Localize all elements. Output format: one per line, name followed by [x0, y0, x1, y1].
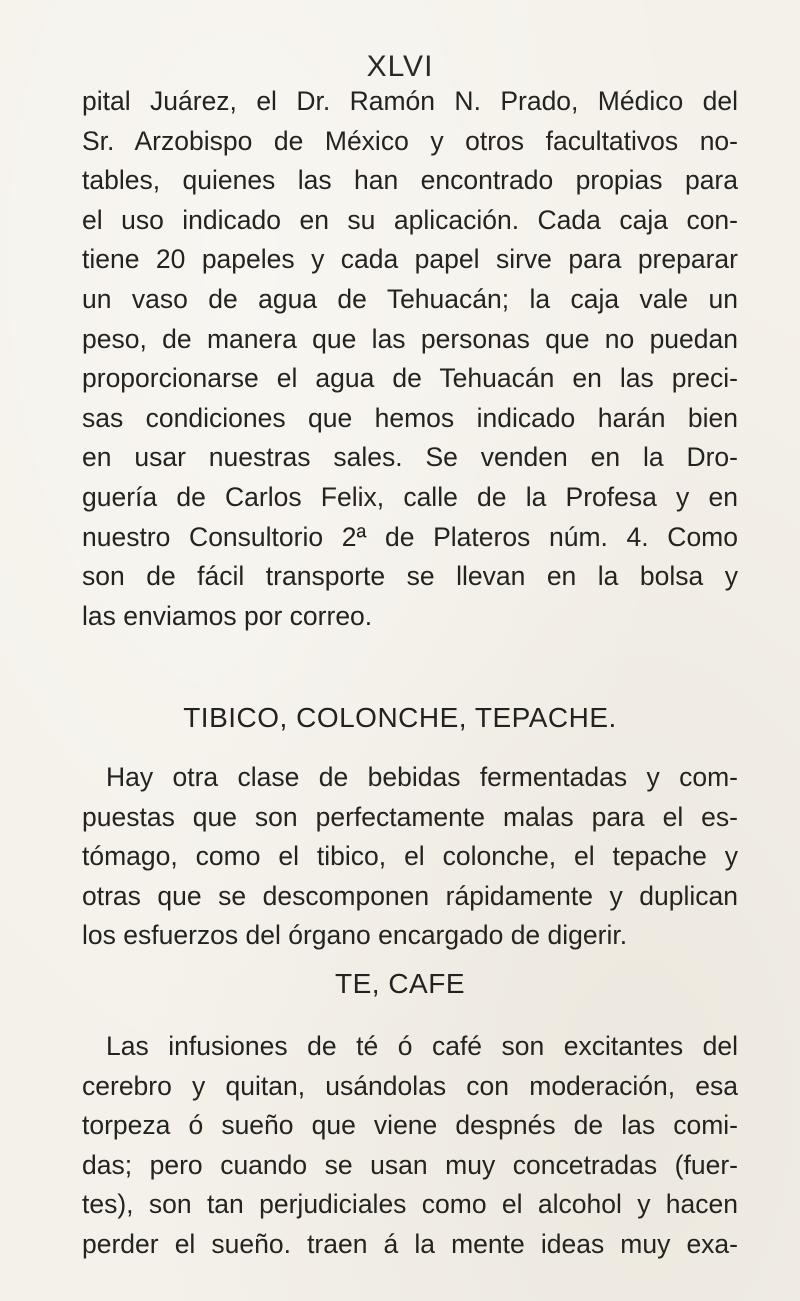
- text-line: tables, quienes las han encontrado propias para: [82, 165, 738, 196]
- text-line: tes), son tan perjudiciales como el alcohol y hacen: [82, 1189, 738, 1220]
- text-line: peso, de manera que las personas que no puedan: [82, 323, 738, 354]
- text-line: el uso indicado en su aplicación. Cada caja con-: [82, 204, 738, 235]
- text-line: sas condiciones que hemos indicado harán bien: [82, 402, 738, 433]
- text-line: pital Juárez, el Dr. Ramón N. Prado, Médico del: [82, 86, 738, 116]
- section-heading: TE, CAFE: [334, 968, 465, 999]
- text-line: guería de Carlos Felix, calle de la Profesa y en: [82, 481, 738, 512]
- text-line: proporcionarse el agua de Tehuacán en las preci-: [82, 363, 738, 394]
- text-line: son de fácil transporte se llevan en la bolsa y: [82, 561, 738, 592]
- page-number: XLVI: [366, 50, 434, 83]
- text-line: las enviamos por correo.: [82, 600, 373, 631]
- text-line: tómago, como el tibico, el colonche, el tepache y: [82, 841, 738, 872]
- text-line: puestas que son perfectamente malas para el es-: [82, 801, 738, 832]
- paragraph: [82, 1027, 738, 1265]
- section-heading: TIBICO, COLONCHE, TEPACHE.: [183, 702, 617, 733]
- text-line: nuestro Consultorio 2ª de Plateros núm. 4. Como: [82, 521, 738, 552]
- text-line: otras que se descomponen rápidamente y duplican: [82, 880, 738, 911]
- text-line: un vaso de agua de Tehuacán; la caja vale un: [82, 283, 738, 314]
- text-line: das; pero cuando se usan muy concetradas (fuer-: [82, 1149, 738, 1180]
- text-line: Las infusiones de té ó café son excitantes del: [106, 1031, 738, 1061]
- text-line: Hay otra clase de bebidas fermentadas y com-: [106, 762, 738, 792]
- text-line: perder el sueño. traen á la mente ideas muy exa-: [82, 1228, 738, 1259]
- text-line: en usar nuestras sales. Se venden en la Dro-: [82, 442, 738, 473]
- text-line: cerebro y quitan, usándolas con moderación, esa: [82, 1070, 738, 1101]
- paragraph-continuation: [82, 82, 738, 636]
- text-line: torpeza ó sueño que viene despnés de las comi-: [82, 1110, 738, 1141]
- text-line: los esfuerzos del órgano encargado de digerir.: [82, 920, 628, 951]
- text-line: Sr. Arzobispo de México y otros facultativos no-: [82, 125, 738, 156]
- text-line: tiene 20 papeles y cada papel sirve para preparar: [82, 244, 738, 275]
- paragraph: [82, 758, 738, 956]
